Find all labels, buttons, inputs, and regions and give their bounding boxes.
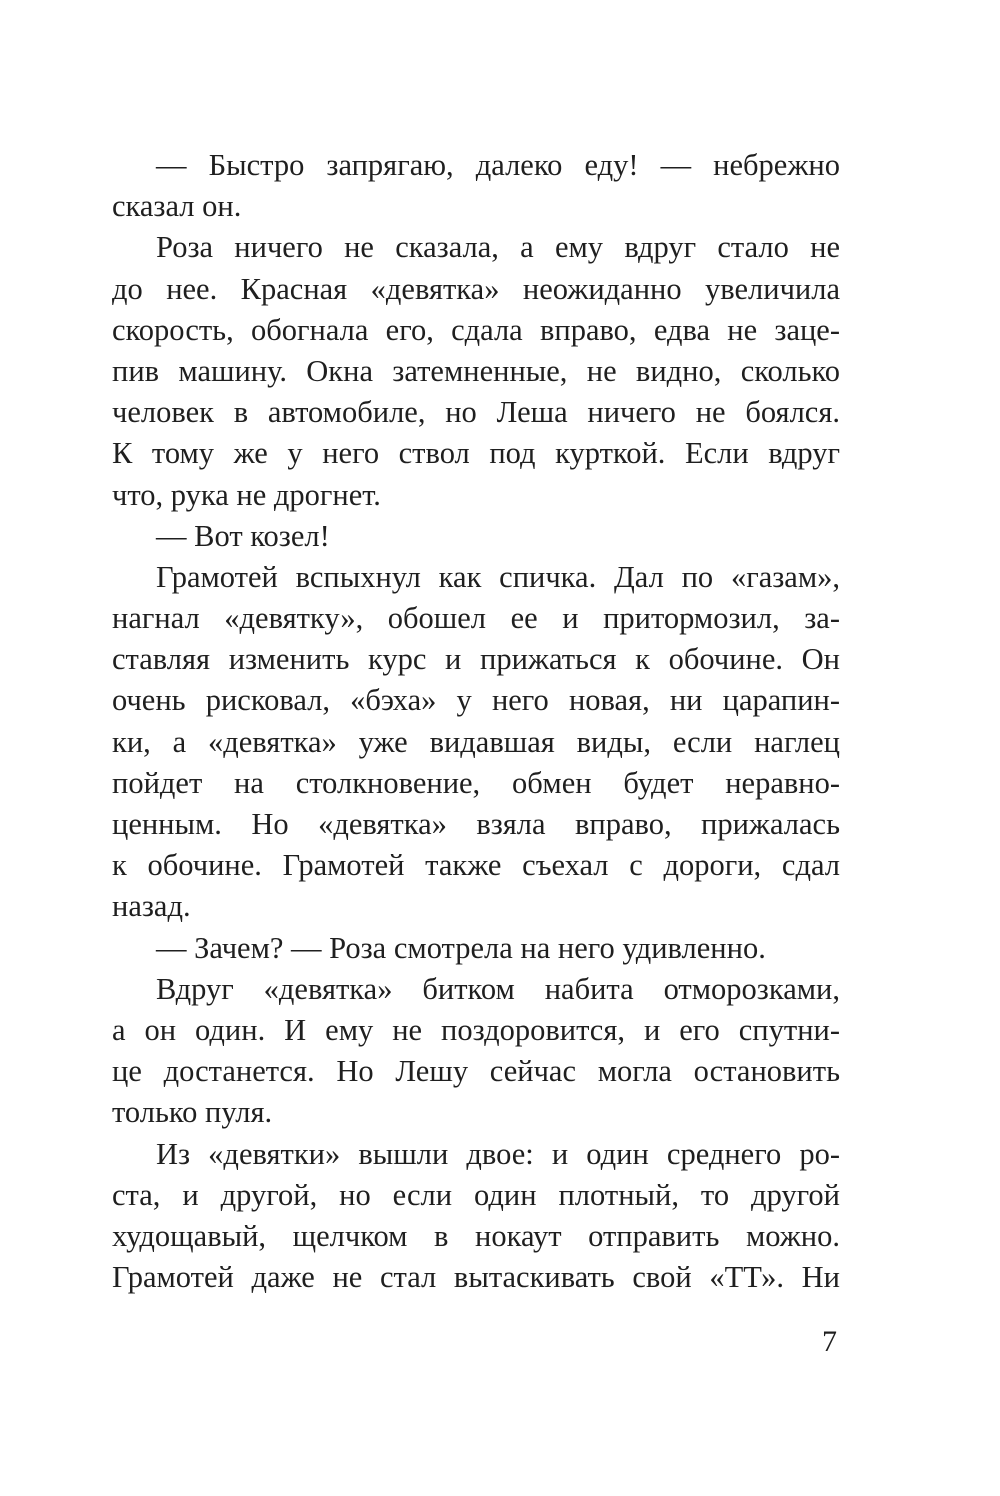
text-line: только пуля. xyxy=(112,1095,273,1130)
text-line: К тому же у него ствол под курткой. Если вдруг xyxy=(112,436,840,471)
text-line: худощавый, щелчком в нокаут отправить можно. xyxy=(112,1218,840,1253)
text-line: сказал он. xyxy=(112,189,242,224)
text-line: человек в автомобиле, но Леша ничего не боялся. xyxy=(112,395,840,430)
text-line: что, рука не дрогнет. xyxy=(112,477,381,512)
text-line: ценным. Но «девятка» взяла вправо, прижалась xyxy=(112,807,840,841)
body-text xyxy=(112,145,840,1298)
text-line: — Быстро запрягаю, далеко еду! — небрежно xyxy=(156,148,840,182)
text-line: ставляя изменить курс и прижаться к обочине. Он xyxy=(112,642,840,677)
text-line: пойдет на столкновение, обмен будет неравно- xyxy=(112,765,840,800)
text-line: Из «девятки» вышли двое: и один среднего ро- xyxy=(156,1136,840,1171)
page-number: 7 xyxy=(822,1325,837,1358)
text-line: Грамотей даже не стал вытаскивать свой «ТТ». Ни xyxy=(112,1260,840,1295)
text-line: Роза ничего не сказала, а ему вдруг стало не xyxy=(156,230,840,265)
text-line: нагнал «девятку», обошел ее и притормозил, за- xyxy=(112,601,840,636)
text-line: Вдруг «девятка» битком набита отморозками, xyxy=(156,971,840,1006)
text-line: скорость, обогнала его, сдала вправо, едва не заце- xyxy=(112,312,840,347)
text-line: пив машину. Окна затемненные, не видно, сколько xyxy=(112,353,840,388)
text-line: — Вот козел! xyxy=(156,518,330,553)
text-line: Грамотей вспыхнул как спичка. Дал по «газам», xyxy=(156,559,840,594)
text-line: к обочине. Грамотей также съехал с дороги, сдал xyxy=(112,848,840,883)
text-line: ста, и другой, но если один плотный, то другой xyxy=(112,1177,840,1212)
text-line: до нее. Красная «девятка» неожиданно увеличила xyxy=(112,271,840,306)
text-line: очень рисковал, «бэха» у него новая, ни царапин- xyxy=(112,683,840,718)
text-line: ки, а «девятка» уже видавшая виды, если наглец xyxy=(112,724,840,759)
text-line: назад. xyxy=(112,889,191,924)
text-line: а он один. И ему не поздоровится, и его спутни- xyxy=(112,1012,840,1047)
text-line: це достанется. Но Лешу сейчас могла остановить xyxy=(112,1054,840,1089)
text-line: — Зачем? — Роза смотрела на него удивленно. xyxy=(156,930,766,965)
